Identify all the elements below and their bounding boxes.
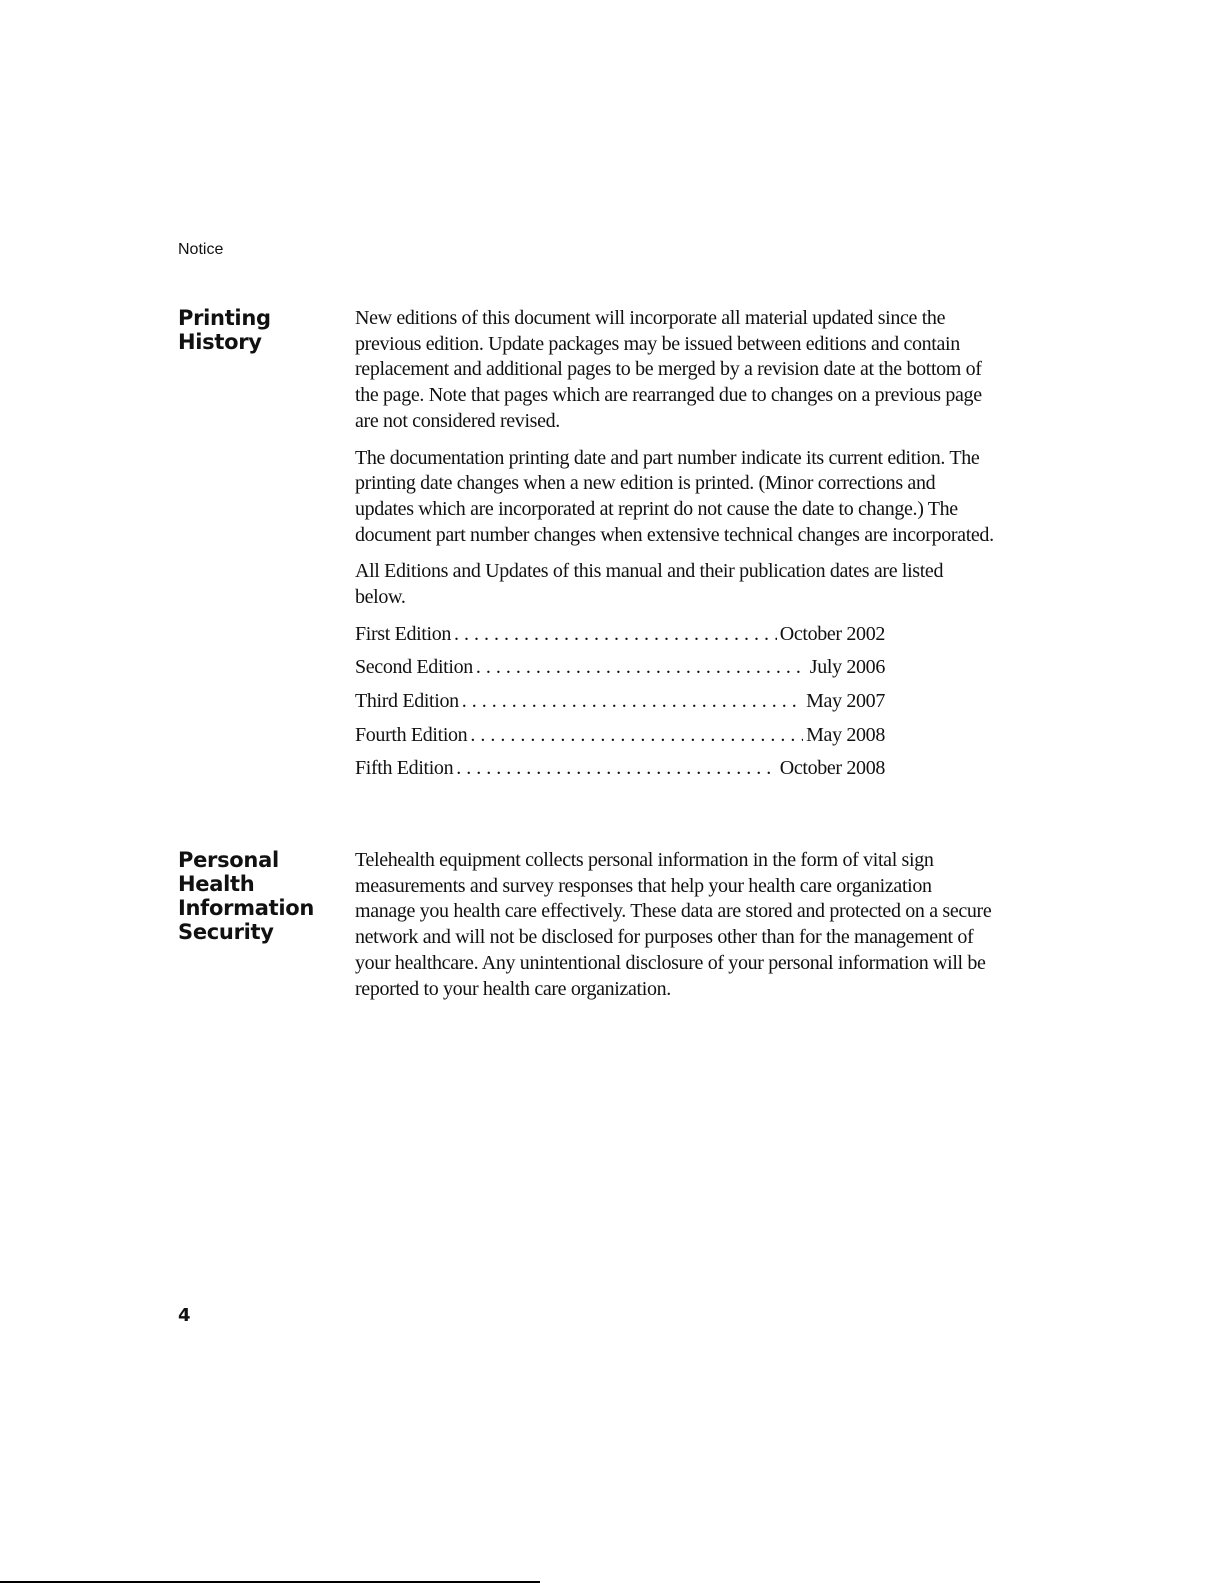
- section-body: [355, 848, 995, 1002]
- paragraph: Telehealth equipment collects personal information in the form of vital sign measurements and survey responses that help your health care organization manage you health care effectively. These data are stored and protected on a secure network and will not be disclosed for purposes other than for the management of your healthcare. Any unintentional disclosure of your personal information will be reported to your health care organization.: [355, 849, 992, 1000]
- section-heading: Personal Health Information Security: [178, 848, 315, 944]
- edition-name: Second Edition: [355, 656, 473, 679]
- edition-row: [355, 622, 885, 656]
- edition-date: May 2008: [806, 723, 885, 746]
- dot-leader: [462, 689, 803, 715]
- dot-leader: [476, 655, 807, 681]
- running-head: Notice: [178, 241, 224, 258]
- edition-row: [355, 723, 885, 757]
- edition-row: [355, 689, 885, 723]
- edition-date: May 2007: [806, 690, 885, 713]
- printing-history-section: [178, 306, 998, 790]
- paragraph: New editions of this document will incorporate all material updated since the previous edition. Update packages may be issued between editions and contain replacement and additional pages to be merged by a revision date at the bottom of the page. Note that pages which are rearranged due to changes on a previous page are not considered revised.: [355, 307, 982, 432]
- editions-list: [355, 622, 885, 790]
- edition-row: [355, 756, 885, 790]
- edition-name: Third Edition: [355, 690, 459, 713]
- phi-security-section: [178, 848, 998, 1013]
- paragraph: The documentation printing date and part number indicate its current edition. The printing date changes when a new edition is printed. (Minor corrections and updates which are incorporated at reprint do not cause the date to change.) The document part number changes when extensive technical changes are incorporated.: [355, 446, 994, 546]
- edition-date: October 2002: [779, 622, 885, 645]
- section-heading: Printing History: [178, 306, 271, 354]
- edition-name: First Edition: [355, 622, 452, 645]
- dot-leader: [456, 756, 777, 782]
- dot-leader: [454, 622, 777, 648]
- edition-date: July 2006: [809, 656, 885, 679]
- page-number: 4: [178, 1305, 191, 1326]
- section-body: [355, 306, 995, 790]
- edition-row: [355, 655, 885, 689]
- edition-name: Fifth Edition: [355, 757, 454, 780]
- paragraph: All Editions and Updates of this manual and their publication dates are listed below.: [355, 560, 944, 609]
- edition-date: October 2008: [779, 757, 885, 780]
- edition-name: Fourth Edition: [355, 723, 468, 746]
- dot-leader: [470, 723, 803, 749]
